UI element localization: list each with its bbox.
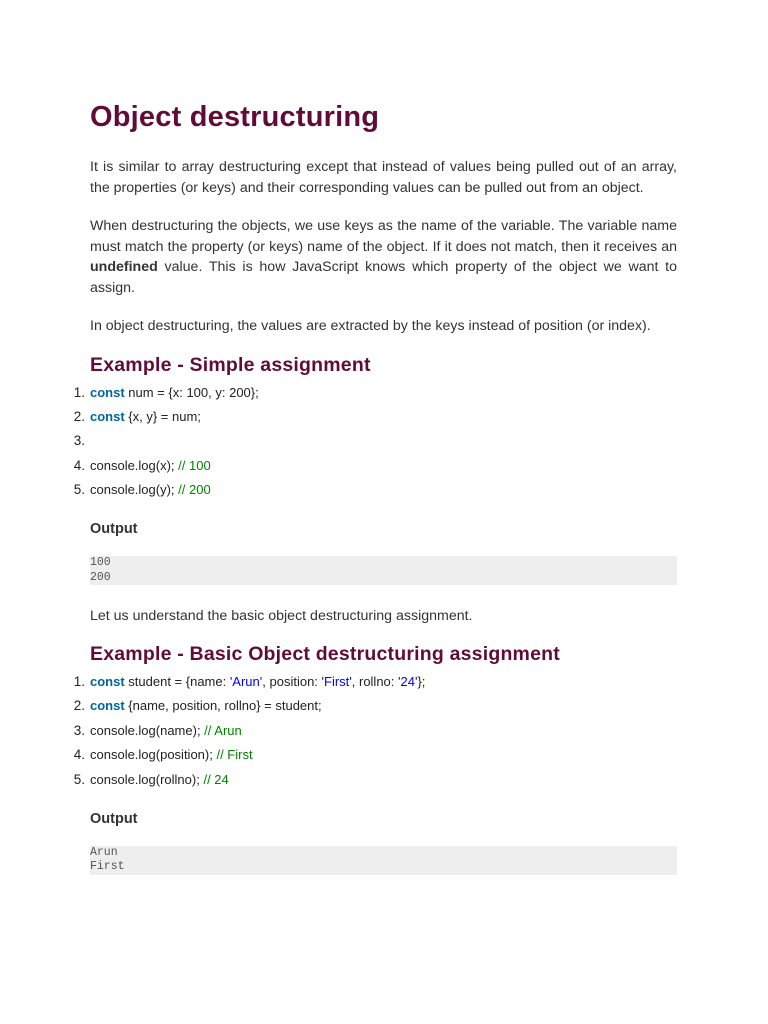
output-line: 200 bbox=[90, 570, 111, 584]
string-literal: 'Arun' bbox=[229, 673, 263, 689]
code-line bbox=[73, 768, 677, 792]
code-comment: // 100 bbox=[178, 457, 211, 473]
code-text: , position: bbox=[262, 673, 322, 689]
paragraph-text: value. This is how JavaScript knows which property of the object we want to assign. bbox=[90, 259, 677, 296]
code-text: console.log(name); bbox=[90, 722, 205, 738]
line-number: 2. bbox=[73, 408, 85, 424]
code-comment: // Arun bbox=[204, 722, 242, 738]
line-number: 5. bbox=[73, 771, 85, 787]
line-number: 1. bbox=[73, 673, 85, 689]
code-comment: // First bbox=[216, 747, 253, 763]
output-line: 100 bbox=[90, 556, 111, 570]
line-number: 1. bbox=[73, 384, 85, 400]
paragraph-text: When destructuring the objects, we use keys as the name of the variable. The variable name must match the property (or keys) name of the object. If it does not match, then it receives an bbox=[90, 218, 677, 255]
between-paragraph: Let us understand the basic object destructuring assignment. bbox=[90, 608, 473, 625]
code-line bbox=[73, 429, 677, 453]
output-label: Output bbox=[90, 810, 138, 827]
intro-paragraph-1: It is similar to array destructuring except that instead of values being pulled out of an array, the properties (or keys) and their corresponding values can be pulled out from an object. bbox=[90, 159, 677, 196]
code-listing-simple bbox=[73, 381, 677, 503]
output-box bbox=[90, 556, 677, 585]
undefined-keyword: undefined bbox=[90, 259, 158, 275]
code-text: student = {name: bbox=[124, 673, 230, 689]
code-text: , rollno: bbox=[351, 673, 399, 689]
output-label: Output bbox=[90, 521, 138, 538]
output-line: Arun bbox=[90, 845, 118, 859]
code-line bbox=[73, 694, 677, 718]
keyword: const bbox=[90, 408, 125, 424]
code-text: num = {x: 100, y: 200}; bbox=[124, 384, 259, 400]
intro-paragraph-2 bbox=[90, 216, 677, 298]
code-comment: // 200 bbox=[178, 482, 211, 498]
line-number: 3. bbox=[73, 722, 85, 738]
code-text: {x, y} = num; bbox=[124, 408, 201, 424]
line-number: 3. bbox=[73, 433, 85, 449]
line-number: 5. bbox=[73, 482, 85, 498]
code-line bbox=[73, 719, 677, 743]
keyword: const bbox=[90, 698, 125, 714]
intro-paragraph-3: In object destructuring, the values are extracted by the keys instead of position (or index). bbox=[90, 318, 651, 334]
example-simple-assignment-heading: Example - Simple assignment bbox=[90, 353, 371, 376]
line-number: 2. bbox=[73, 698, 85, 714]
code-line bbox=[73, 405, 677, 429]
code-line bbox=[73, 381, 677, 405]
line-number: 4. bbox=[73, 747, 85, 763]
string-literal: 'First' bbox=[321, 673, 352, 689]
code-line bbox=[73, 454, 677, 478]
output-line: First bbox=[90, 860, 125, 874]
keyword: const bbox=[90, 673, 125, 689]
page-title: Object destructuring bbox=[90, 101, 380, 133]
line-number: 4. bbox=[73, 457, 85, 473]
code-line bbox=[73, 743, 677, 767]
code-text: }; bbox=[417, 673, 426, 689]
code-text: console.log(rollno); bbox=[90, 771, 204, 787]
code-listing-basic bbox=[73, 670, 677, 792]
code-text: console.log(y); bbox=[90, 482, 179, 498]
code-text: console.log(position); bbox=[90, 747, 217, 763]
code-text: {name, position, rollno} = student; bbox=[124, 698, 322, 714]
keyword: const bbox=[90, 384, 125, 400]
code-comment: // 24 bbox=[203, 771, 229, 787]
code-line bbox=[73, 670, 677, 694]
output-box bbox=[90, 846, 677, 875]
code-text: console.log(x); bbox=[90, 457, 179, 473]
article-content bbox=[73, 98, 677, 875]
code-line bbox=[73, 478, 677, 502]
string-literal: '24' bbox=[398, 673, 418, 689]
example-basic-object-heading: Example - Basic Object destructuring assignment bbox=[90, 642, 560, 665]
